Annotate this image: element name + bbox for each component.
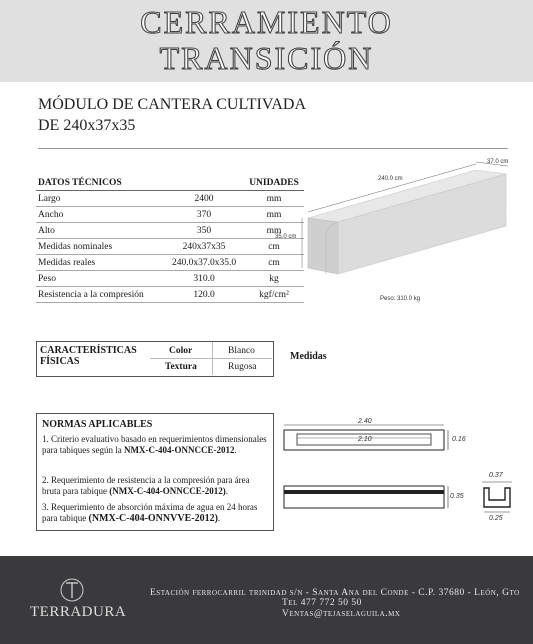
dim-top-width: 0.37 <box>489 472 503 479</box>
title-line-1: CERRAMIENTO <box>140 4 393 40</box>
norm-item-3: 3. Requerimiento de absorción máxima de agua en 24 horas para tabique (NMX-C-404-ONNVVE-2012). <box>42 502 258 524</box>
table-cell: Alto <box>36 223 164 239</box>
table-cell: 240x37x35 <box>164 239 244 255</box>
title-banner <box>0 0 533 82</box>
render-length-label: 240.0 cm <box>378 176 403 182</box>
technical-drawing <box>280 414 520 540</box>
render-end-face <box>308 218 338 274</box>
terradura-logo-icon <box>60 576 84 604</box>
table-cell: cm <box>244 255 304 271</box>
dim-bottom-width: 0.25 <box>489 515 503 522</box>
table-header: DATOS TÉCNICOS <box>36 175 164 191</box>
table-cell: 120.0 <box>164 287 244 303</box>
brand-name: TERRADURA <box>30 604 127 620</box>
norm-3-code: (NMX-C-404-ONNVVE-2012) <box>88 513 218 524</box>
table-cell: 240.0x37.0x35.0 <box>164 255 244 271</box>
table-cell: Ancho <box>36 207 164 223</box>
physical-title: CARACTERÍSTICAS FÍSICAS <box>40 345 137 367</box>
color-value: Blanco <box>228 346 255 356</box>
table-row <box>36 239 304 255</box>
table-cell: mm <box>244 191 304 207</box>
render-weight-label: Peso: 310.0 kg <box>380 296 421 302</box>
measures-label: Medidas <box>290 351 327 362</box>
table-row <box>36 271 304 287</box>
norm-3-text: 3. Requerimiento de absorción máxima de agua en 24 horas para tabique <box>42 502 258 523</box>
dim-height: 0.35 <box>450 493 464 500</box>
table-cell: mm <box>244 223 304 239</box>
table-cell: Peso <box>36 271 164 287</box>
divider <box>38 148 508 149</box>
texture-value: Rugosa <box>228 362 257 372</box>
footer <box>0 556 533 644</box>
table-row <box>36 255 304 271</box>
table-row <box>36 191 304 207</box>
table-cell: 370 <box>164 207 244 223</box>
footer-address: Estación ferrocarril trinidad s/n - Santa Ana del Conde - C.P. 37680 - León, Gto <box>150 588 520 598</box>
color-label: Color <box>169 346 193 356</box>
table-cell: 2400 <box>164 191 244 207</box>
norm-1-text: 1. Criterio evaluativo basado en requerimientos dimensionales para tabiques según la <box>42 434 267 455</box>
table-cell: kg <box>244 271 304 287</box>
product-subtitle-2: DE 240x37x35 <box>38 117 136 134</box>
texture-label: Textura <box>165 362 197 372</box>
table-cell: Medidas reales <box>36 255 164 271</box>
norm-1-code: NMX-C-404-ONNCCE-2012 <box>123 445 235 455</box>
module-render <box>298 160 518 306</box>
norm-item-1: 1. Criterio evaluativo basado en requerimientos dimensionales para tabiques según la NMX-C-404-ONNCCE-2012. <box>42 434 267 455</box>
tech-data-table <box>36 175 304 303</box>
norm-2-text: 2. Requerimiento de resistencia a la compresión para área bruta para tabique <box>42 475 250 496</box>
table-row <box>36 223 304 239</box>
footer-phone: Tel 477 772 50 50 <box>282 598 362 608</box>
table-row <box>36 287 304 303</box>
table-cell: 350 <box>164 223 244 239</box>
dim-inner-length: 2.10 <box>358 436 372 443</box>
product-subtitle-1: MÓDULO DE CANTERA CULTIVADA <box>38 96 307 113</box>
render-width-label: 37.0 cm <box>487 159 509 165</box>
table-cell: Largo <box>36 191 164 207</box>
dim-top-length: 2.40 <box>358 418 372 425</box>
norm-2-code: (NMX-C-404-ONNCCE-2012) <box>109 486 226 496</box>
table-cell: Resistencia a la compresión <box>36 287 164 303</box>
norms-title: NORMAS APLICABLES <box>42 419 153 430</box>
table-cell: 310.0 <box>164 271 244 287</box>
table-cell: kgf/cm² <box>244 287 304 303</box>
dim-thickness: 0.16 <box>452 436 466 443</box>
title-line-2: TRANSICIÓN <box>159 40 374 76</box>
render-height-label: 35.0 cm <box>275 234 297 240</box>
table-header-row <box>36 175 304 191</box>
table-row <box>36 207 304 223</box>
table-header: UNIDADES <box>244 175 304 191</box>
footer-email: Ventas@tejaselaguila.mx <box>282 609 401 619</box>
table-header <box>164 175 244 191</box>
table-cell: Medidas nominales <box>36 239 164 255</box>
table-cell: mm <box>244 207 304 223</box>
table-cell: cm <box>244 239 304 255</box>
norm-item-2: 2. Requerimiento de resistencia a la compresión para área bruta para tabique (NMX-C-404-ONNCCE-2012). <box>42 475 250 496</box>
